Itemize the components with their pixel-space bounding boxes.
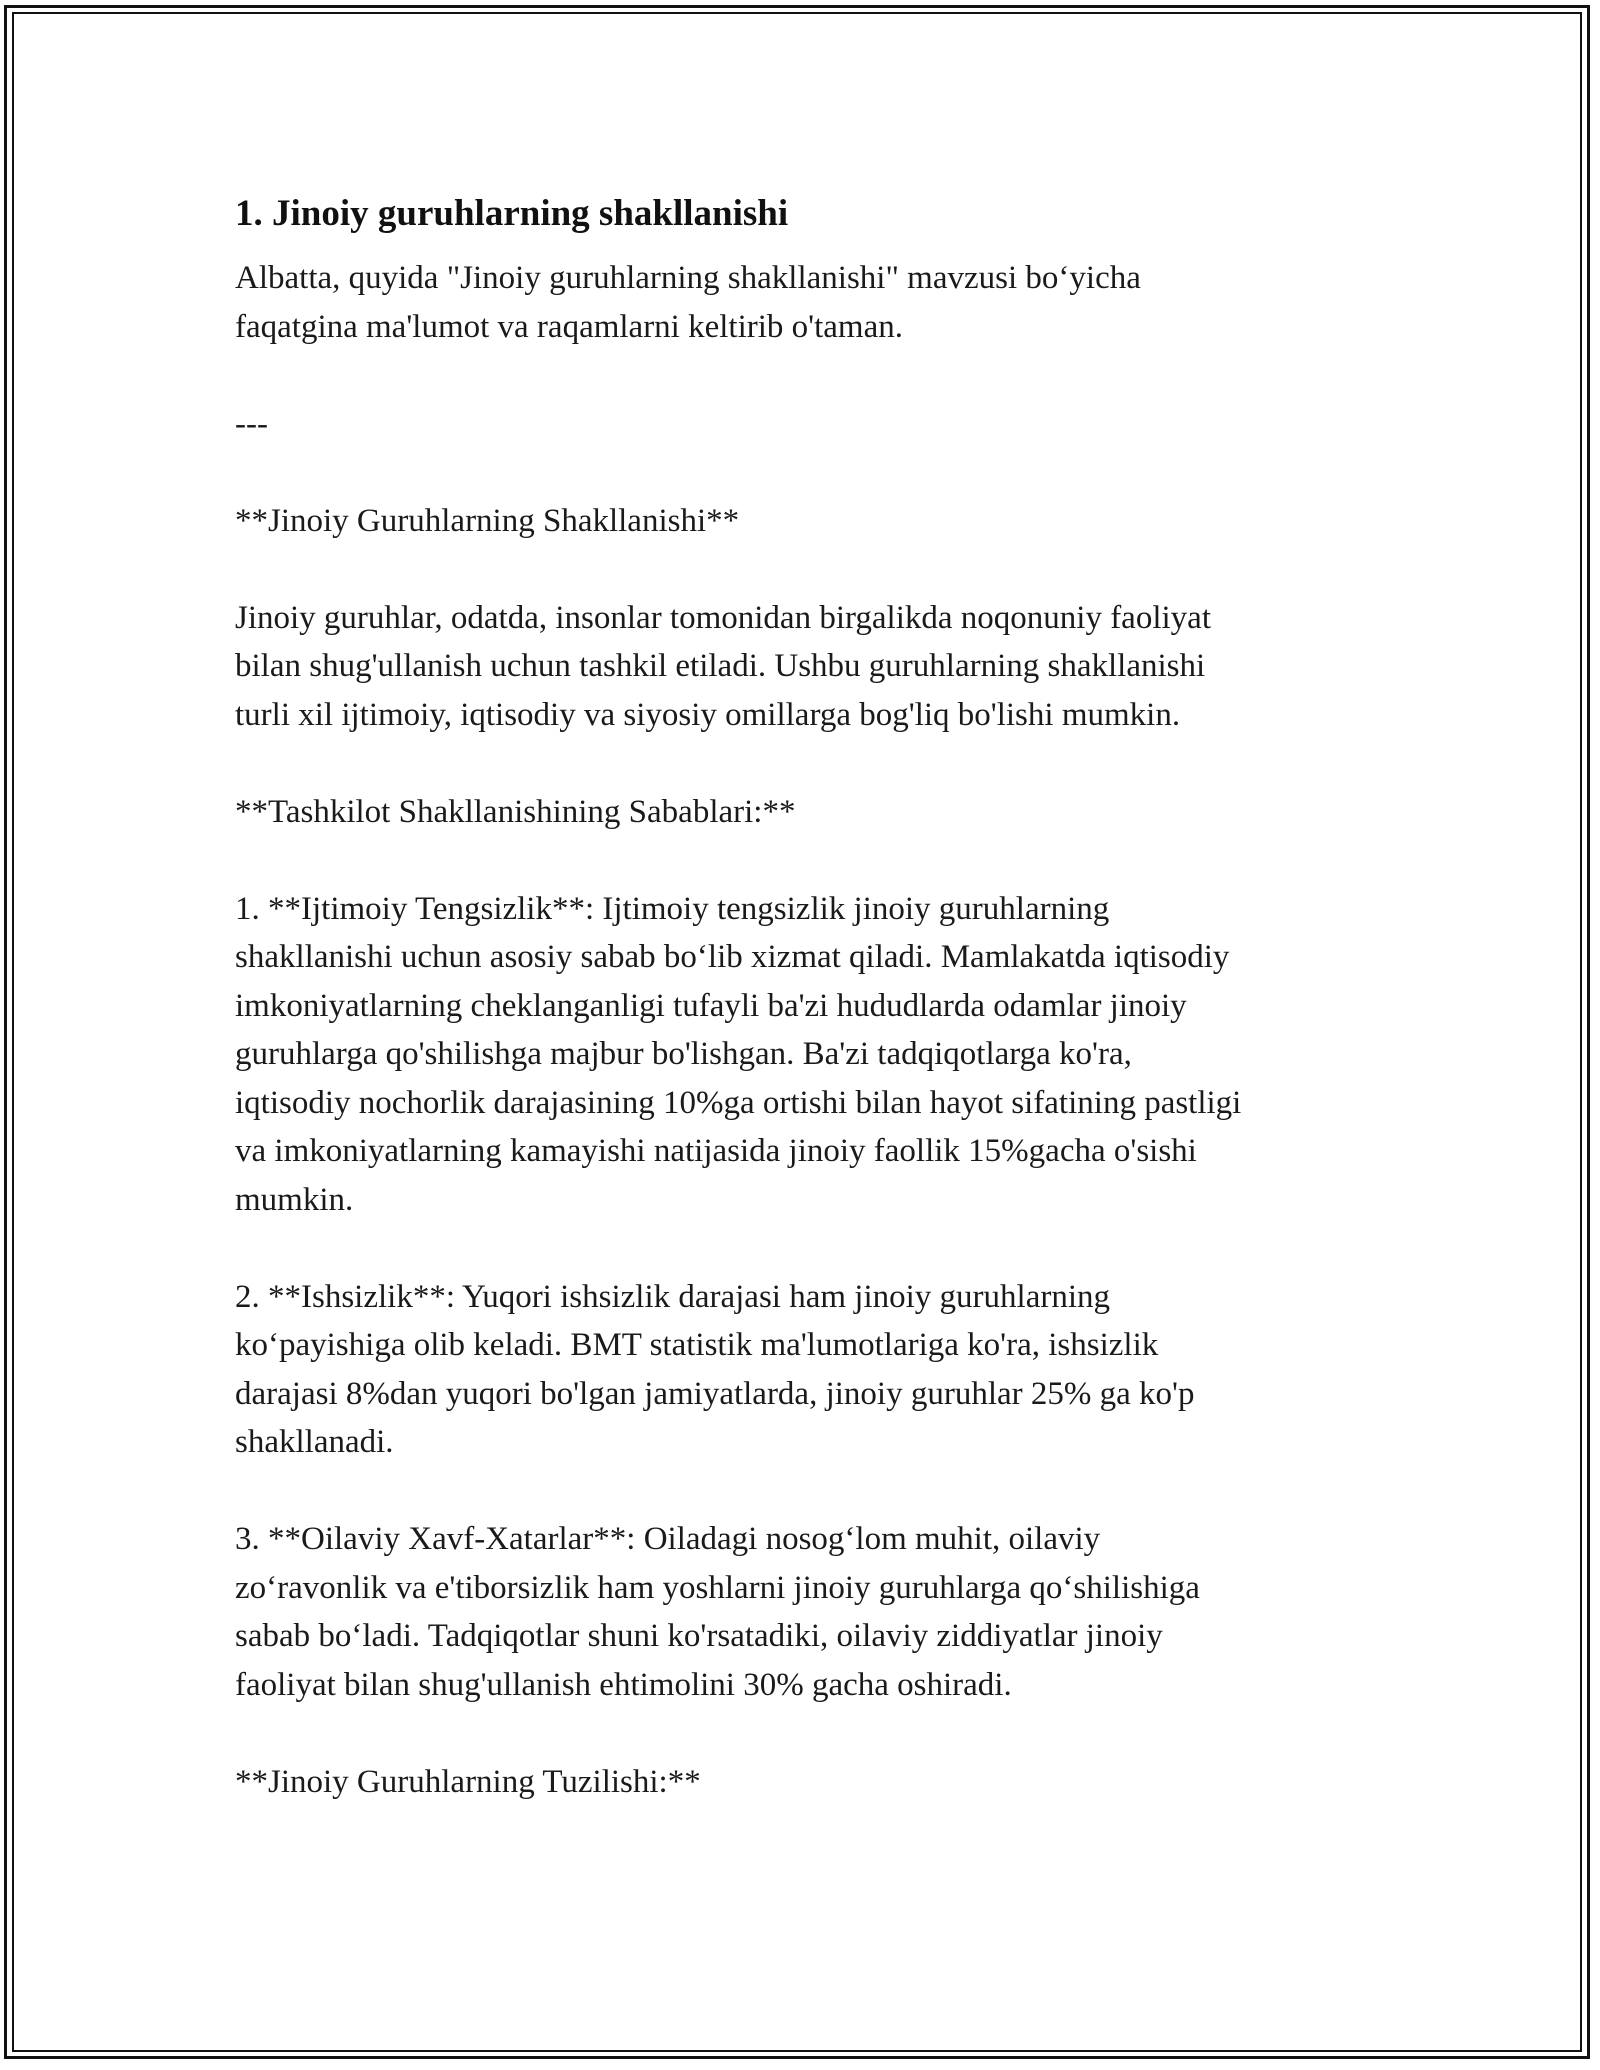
cause-item-unemployment: 2. **Ishsizlik**: Yuqori ishsizlik darajasi ham jinoiy guruhlarning ko‘payishiga olib keladi. BMT statistik ma'lumotlariga ko'ra, ishsizlik darajasi 8%dan yuqori bo'lgan jamiyatlarda, jinoiy guruhlar 25% ga ko'p shakllanadi. — [235, 1278, 1195, 1460]
separator-line: --- — [235, 405, 268, 442]
cause-item-family-risks: 3. **Oilaviy Xavf-Xatarlar**: Oiladagi nosog‘lom muhit, oilaviy zo‘ravonlik va e'tiborsizlik ham yoshlarni jinoiy guruhlarga qo‘shilishiga sabab bo‘ladi. Tadqiqotlar shuni ko'rsatadiki, oilaviy ziddiyatlar jinoiy faoliyat bilan shug'ullanish ehtimolini 30% gacha oshiradi. — [235, 1521, 1200, 1703]
formation-paragraph: Jinoiy guruhlar, odatda, insonlar tomonidan birgalikda noqonuniy faoliyat bilan shug'ullanish uchun tashkil etiladi. Ushbu guruhlarning shakllanishi turli xil ijtimoiy, iqtisodiy va siyosiy omillarga bog'liq bo'lishi mumkin. — [235, 599, 1211, 733]
section-heading-formation: **Jinoiy Guruhlarning Shakllanishi** — [235, 502, 740, 539]
intro-paragraph: Albatta, quyida "Jinoiy guruhlarning shakllanishi" mavzusi bo‘yicha faqatgina ma'lumot va raqamlarni keltirib o'taman. — [235, 260, 1141, 345]
document-body — [235, 188, 1375, 1806]
section-heading-causes: **Tashkilot Shakllanishining Sabablari:** — [235, 793, 796, 830]
cause-item-social-inequality: 1. **Ijtimoiy Tengsizlik**: Ijtimoiy tengsizlik jinoiy guruhlarning shakllanishi uchun asosiy sabab bo‘lib xizmat qiladi. Mamlakatda iqtisodiy imkoniyatlarning cheklanganligi tufayli ba'zi hududlarda odamlar jinoiy guruhlarga qo'shilishga majbur bo'lishgan. Ba'zi tadqiqotlarga ko'ra, iqtisodiy nochorlik darajasining 10%ga ortishi bilan hayot sifatining pastligi va imkoniyatlarning kamayishi natijasida jinoiy faollik 15%gacha o'sishi mumkin. — [235, 890, 1242, 1218]
section-heading-structure: **Jinoiy Guruhlarning Tuzilishi:** — [235, 1763, 701, 1800]
document-title: 1. Jinoiy guruhlarning shakllanishi — [235, 193, 789, 234]
